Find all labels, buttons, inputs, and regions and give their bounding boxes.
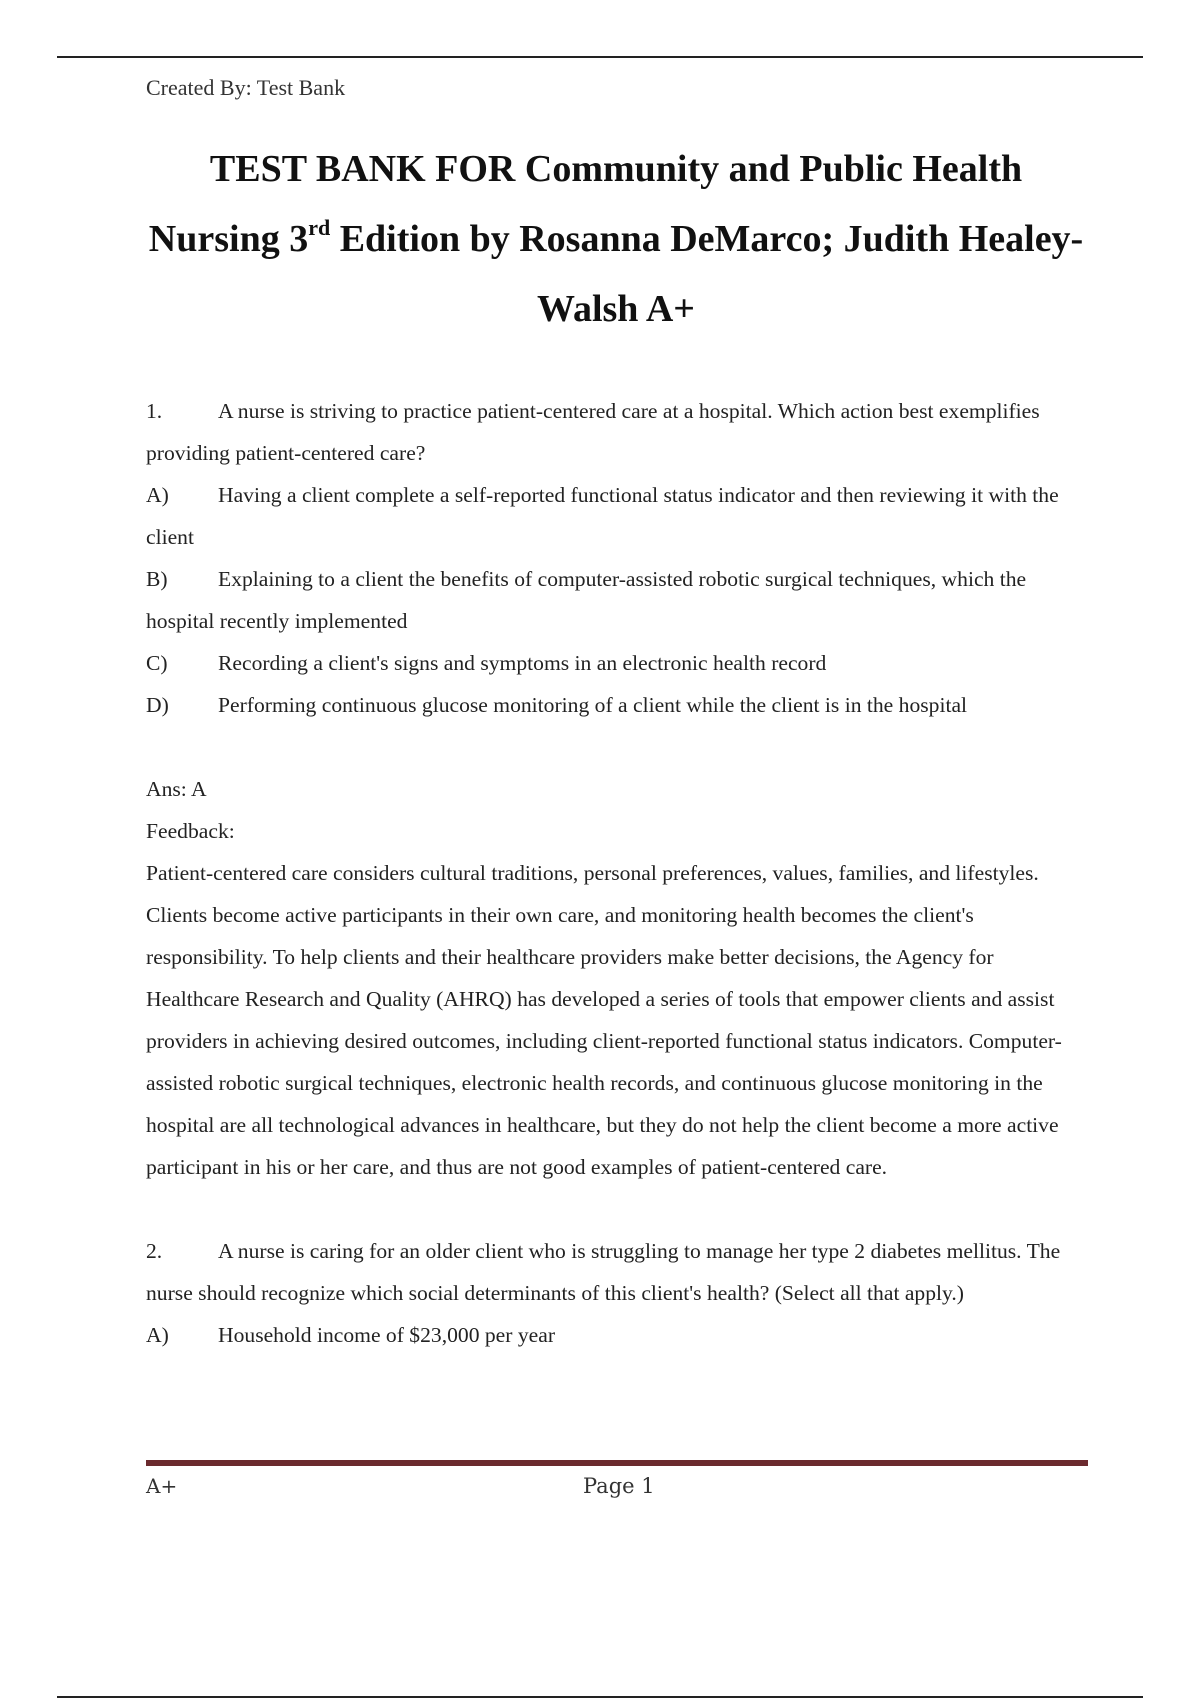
question-content [146, 390, 1091, 1398]
answer-1 [146, 768, 1091, 1188]
question-2 [146, 1230, 1091, 1356]
option-letter: A) [146, 1323, 169, 1347]
bottom-rule [57, 1696, 1143, 1698]
title-part-1: TEST BANK FOR Community and Public Health Nursing 3 [148, 148, 1023, 260]
question-text: A nurse is striving to practice patient-centered care at a hospital. Which action best exemplifies providing patient-centered care? [146, 399, 1040, 465]
question-1 [146, 390, 1091, 726]
option-letter: C) [146, 651, 168, 675]
question-stem [146, 390, 1091, 474]
option-text: Performing continuous glucose monitoring of a client while the client is in the hospital [218, 693, 968, 717]
option-text: Household income of $23,000 per year [218, 1323, 556, 1347]
option-letter: A) [146, 483, 169, 507]
title-ordinal-suffix: rd [308, 215, 331, 240]
option-a [146, 1314, 1091, 1356]
question-number: 1. [146, 399, 163, 423]
option-text: Explaining to a client the benefits of computer-assisted robotic surgical techniques, which the hospital recently implemented [146, 567, 1027, 633]
option-letter: D) [146, 693, 169, 717]
footer-divider-bar [146, 1460, 1088, 1466]
feedback-text: Patient-centered care considers cultural traditions, personal preferences, values, families, and lifestyles. Clients become active participants in their own care, and monitoring health becomes the client's responsibility. To help clients and their healthcare providers make better decisions, the Agency for Healthcare Research and Quality (AHRQ) has developed a series of tools that empower clients and assist providers in achieving desired outcomes, including client-reported functional status indicators. Computer-assisted robotic surgical techniques, electronic health records, and continuous glucose monitoring in the hospital are all technological advances in healthcare, but they do not help the client become a more active participant in his or her care, and thus are not good examples of patient-centered care. [146, 861, 1062, 1179]
created-by-note: Created By: Test Bank [146, 75, 346, 100]
option-c [146, 642, 1091, 684]
question-text: A nurse is caring for an older client who is struggling to manage her type 2 diabetes mellitus. The nurse should recognize which social determinants of this client's health? (Select all that apply.) [146, 1239, 1061, 1305]
page-number: Page 1 [583, 1474, 655, 1498]
document-title [146, 134, 1086, 344]
option-text: Recording a client's signs and symptoms in an electronic health record [218, 651, 827, 675]
answer-key: Ans: A [146, 777, 207, 801]
footer-grade-label: A+ [146, 1474, 178, 1498]
top-rule [57, 56, 1143, 58]
option-text: Having a client complete a self-reported functional status indicator and then reviewing it with the client [146, 483, 1059, 549]
option-d [146, 684, 1091, 726]
option-a [146, 474, 1091, 558]
option-letter: B) [146, 567, 168, 591]
title-part-2: Edition by Rosanna DeMarco; Judith Healey-Walsh A+ [330, 218, 1084, 330]
question-number: 2. [146, 1239, 163, 1263]
option-b [146, 558, 1091, 642]
question-stem [146, 1230, 1091, 1314]
feedback-label: Feedback: [146, 819, 235, 843]
